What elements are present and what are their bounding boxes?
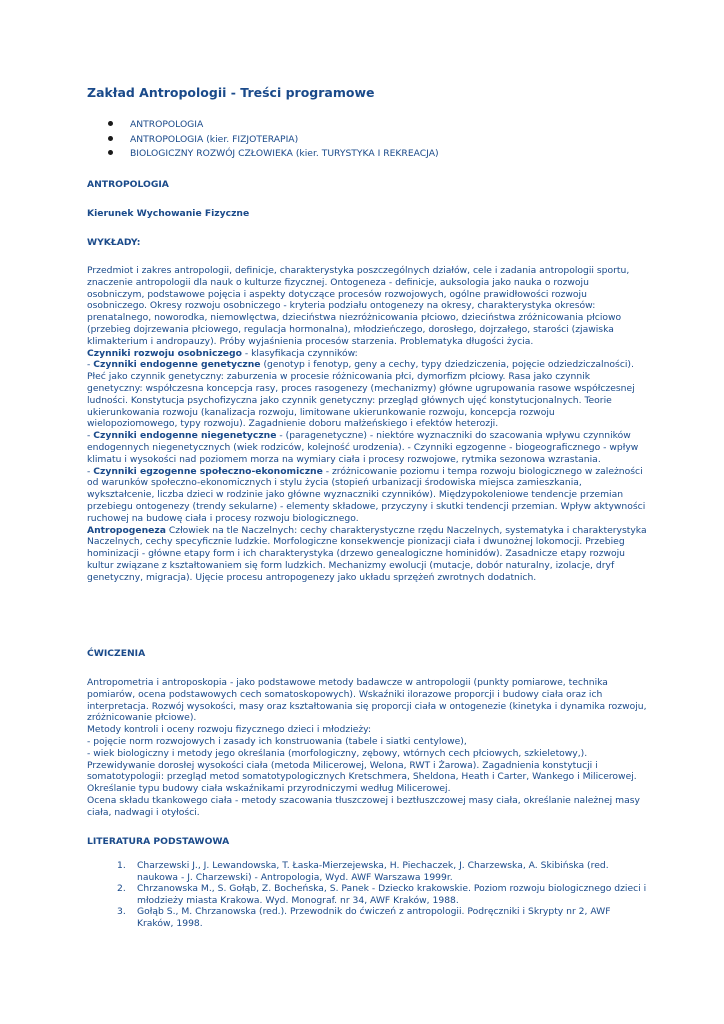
section-heading-literatura: LITERATURA PODSTAWOWA	[87, 836, 230, 847]
bullet-icon	[108, 150, 113, 155]
czynniki-text: - klasyfikacja czynników:	[241, 347, 358, 359]
niegen-heading: Czynniki endogenne niegenetyczne	[93, 430, 277, 442]
section-heading-wyklady: WYKŁADY:	[87, 237, 141, 248]
wyklady-text	[87, 265, 647, 584]
literature-number: 2.	[117, 883, 126, 895]
bullet-icon	[108, 136, 113, 141]
literature-item	[87, 883, 647, 906]
page-title: Zakład Antropologii - Treści programowe	[87, 85, 375, 100]
program-list-item[interactable]	[87, 148, 439, 163]
dash: -	[87, 359, 94, 371]
literature-text: Charzewski J., J. Lewandowska, T. Łaska-Mierzejewska, H. Piechaczek, J. Charzewska, A. Skibińska (red. naukowa - J. Charzewski) - Antropologia, Wyd. AWF Warszawa 1999r.	[137, 860, 609, 883]
gen-text: (genotyp i fenotyp, geny a cechy, typy dziedziczenia, pojęcie odziedziczalności). Płeć jako czynnik genetyczny: zaburzenia w procesie różnicowania płci, dymorfizm płciowy. Rasa jako czynnik genetyczny: współczesna koncepcja rasy, proces rasogenezy (mechanizmy) główne ugrupowania rasowe współczesnej ludności. Konstytucja psychofizyczna jako czynnik genetyczny: przegląd głównych ujęć konstytucjonalnych. Teorie ukierunkowania rozwoju (kanalizacja rozwoju, limitowane ukierunkowanie rozwoju, koncepcja rozwoju wielopoziomowego, typy rozwoju). Zagadnienie doboru małżeńskiego i efektów heterozji.	[87, 359, 635, 430]
program-list-item[interactable]	[87, 134, 439, 149]
bullet-icon	[108, 121, 113, 126]
literature-item	[87, 860, 647, 883]
literature-list	[87, 860, 647, 930]
section-heading-kierunek: Kierunek Wychowanie Fizyczne	[87, 208, 250, 219]
czynniki-heading: Czynniki rozwoju osobniczego	[87, 347, 242, 359]
antropogeneza-heading: Antropogeneza	[87, 524, 166, 536]
program-link[interactable]: ANTROPOLOGIA (kier. FIZJOTERAPIA)	[130, 133, 299, 145]
niegen-text: - (paragenetyczne) - niektóre wyznaczniki do szacowania wpływu czynników endogennych niegenetycznych (wiek rodziców, kolejność urodzenia). - Czynniki egzogenne - biogeograficznego - wpływ klimatu i wysokości nad poziomem morza na wymiary ciała i procesy rozwojowe, rytmika sezonowa wzrastania.	[87, 430, 639, 465]
program-link[interactable]: BIOLOGICZNY ROZWÓJ CZŁOWIEKA (kier. TURYSTYKA I REKREACJA)	[130, 148, 439, 159]
program-list	[87, 119, 439, 163]
dash: -	[87, 430, 94, 442]
egzo-heading: Czynniki egzogenne społeczno-ekonomiczne	[93, 465, 323, 477]
section-heading-antropologia: ANTROPOLOGIA	[87, 179, 169, 190]
literature-number: 3.	[117, 906, 126, 918]
wyklady-intro: Przedmiot i zakres antropologii, definicje, charakterystyka poszczególnych działów, cele i zadania antropologii sportu, znaczenie antropologii dla nauk o kulturze fizycznej. Ontogeneza - definicje, auksologia jako nauka o rozwoju osobniczym, podstawowe pojęcia i aspekty dotyczące procesów rozwojowych, ogólne prawidłowości rozwoju osobniczego. Okresy rozwoju osobniczego - kryteria podziału ontogenezy na okresy, charakterystyka okresów: prenatalnego, noworodka, niemowlęctwa, dzieciństwa niezróżnicowania płciowo, dzieciństwa zróżnicowania płciowo (przebieg dojrzewania płciowego, regulacja hormonalna), młodzieńczego, dorosłego, dojrzałego, starości (zjawiska klimakterium i andropauzy). Próby wyjaśnienia procesów starzenia. Problematyka długości życia.	[87, 265, 630, 347]
program-list-item[interactable]	[87, 119, 439, 134]
section-heading-cwiczenia: ĆWICZENIA	[87, 648, 146, 659]
egzo-text: - zróżnicowanie poziomu i tempa rozwoju biologicznego w zależności od warunków społeczno-ekonomicznych i stylu życia (stopień urbanizacji środowiska miejsca zamieszkania, wykształcenie, liczba dzieci w rodzinie jako główne wyznaczniki czynników). Międzypokoleniowe tendencje przemian przebiegu ontogenezy (trendy sekularne) - elementy składowe, przyczyny i skutki tendencji przemian. Wpływ aktywności ruchowej na budowę ciała i procesy rozwoju biologicznego.	[87, 465, 646, 524]
literature-text: Gołąb S., M. Chrzanowska (red.). Przewodnik do ćwiczeń z antropologii. Podręczniki i Skrypty nr 2, AWF Kraków, 1998.	[137, 906, 611, 929]
dash: -	[87, 465, 94, 477]
antropogeneza-text: Człowiek na tle Naczelnych: cechy charakterystyczne rzędu Naczelnych, systematyka i charakterystyka Naczelnych, cechy specyficznie ludzkie. Morfologiczne konsekwencje pionizacji ciała i dwunożnej lokomocji. Przebieg hominizacji - główne etapy form i ich charakterystyka (drzewo genealogiczne hominidów). Zasadnicze etapy rozwoju kultur związane z kształtowaniem się form ludzkich. Mechanizmy ewolucji (mutacje, dobór naturalny, izolacje, dryf genetyczny, migracja). Ujęcie procesu antropogenezy jako układu sprzężeń zwrotnych dodatnich.	[87, 524, 647, 583]
literature-number: 1.	[117, 860, 126, 871]
program-link[interactable]: ANTROPOLOGIA	[130, 119, 204, 130]
gen-heading: Czynniki endogenne genetyczne	[93, 359, 261, 371]
cwiczenia-text: Antropometria i antroposkopia - jako podstawowe metody badawcze w antropologii (punkty pomiarowe, technika pomiarów, ocena podstawowych cech somatoskopowych). Wskaźniki ilorazowe proporcji i budowy ciała oraz ich interpretacja. Rozwój wysokości, masy oraz kształtowania się proporcji ciała w ontogenezie (kinetyka i dynamika rozwoju, zróżnicowanie płciowe). Metody kontroli i oceny rozwoju fizycznego dzieci i młodzieży: - pojęcie norm rozwojowych i zasady ich konstruowania (tabele i siatki centylowe), - wiek biologiczny i metody jego określania (morfologiczny, zębowy, wtórnych cech płciowych, szkieletowy,). Przewidywanie dorosłej wysokości ciała (metoda Milicerowej, Welona, RWT i Żarowa). Zagadnienia konstytucji i somatotypologii: przegląd metod somatotypologicznych Kretschmera, Sheldona, Heath i Carter, Wankego i Milicerowej. Określanie typu budowy ciała wskaźnikami przyrodniczymi według Milicerowej. Ocena składu tkankowego ciała - metody szacowania tłuszczowej i beztłuszczowej masy ciała, określanie należnej masy ciała, nadwagi i otyłości.	[87, 677, 647, 818]
literature-text: Chrzanowska M., S. Gołąb, Z. Bocheńska, S. Panek - Dziecko krakowskie. Poziom rozwoju biologicznego dzieci i młodzieży miasta Krakowa. Wyd. Monograf. nr 34, AWF Kraków, 1988.	[137, 883, 647, 906]
literature-item	[87, 906, 647, 929]
